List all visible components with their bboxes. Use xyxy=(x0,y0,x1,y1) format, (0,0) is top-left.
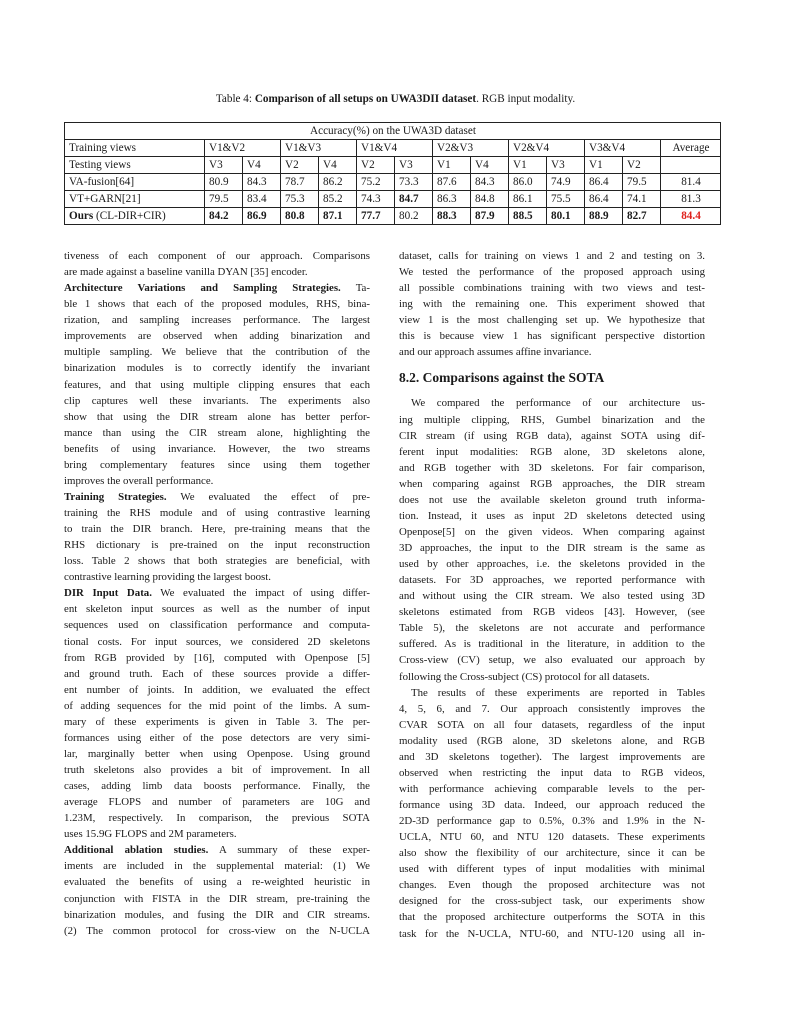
training-view-header: V2&V3 xyxy=(433,140,509,157)
accuracy-cell: 75.3 xyxy=(281,191,319,208)
method-name-ours xyxy=(65,208,205,225)
text-line: The results of these experiments are reported in Tables xyxy=(411,686,705,699)
text-line: with performance achieving comparable levels to the per- xyxy=(399,782,705,795)
accuracy-cell: 75.5 xyxy=(547,191,585,208)
accuracy-cell: 86.2 xyxy=(319,174,357,191)
text-line: this is because view 1 has significant perspective distortion xyxy=(399,330,705,343)
accuracy-cell: 88.9 xyxy=(585,208,623,225)
training-view-header: V1&V2 xyxy=(205,140,281,157)
text-line xyxy=(64,585,370,601)
text-line: also show the flexibility of our architecture, since it can be xyxy=(399,847,705,860)
text-line: Cross-view (CV) setup, we also evaluated our approach by xyxy=(399,654,705,667)
text-line: ing with the remaining one. This experiment showed that xyxy=(399,298,705,311)
accuracy-cell: 80.2 xyxy=(395,208,433,225)
training-view-header: V1&V3 xyxy=(281,140,357,157)
method-name: VT+GARN[21] xyxy=(65,191,205,208)
text-line: when comparing against RGB approaches, the DIR stream xyxy=(399,477,705,490)
text-line: ent number of joints. In addition, we evaluated the effect xyxy=(64,683,370,696)
text-line: formance using 3D data. Indeed, our approach reduced the xyxy=(399,799,705,811)
method-name-ours-variant: (CL-DIR+CIR) xyxy=(93,210,166,222)
average-empty-cell xyxy=(661,157,721,174)
text-line: improvements are observed when adding binarization and xyxy=(64,330,370,343)
training-view-header: V2&V4 xyxy=(509,140,585,157)
right-text-column xyxy=(399,248,705,942)
text-line: 3D approaches, the input to the DIR stream is the same as xyxy=(399,542,705,554)
text-line-body: We evaluated the effect of pre- xyxy=(166,490,370,503)
accuracy-cell: 80.9 xyxy=(205,174,243,191)
text-line: binarization modules, and fusing the DIR and CIR streams. xyxy=(64,908,370,921)
text-line-body: Ta- xyxy=(340,282,370,295)
text-line: dataset, calls for training on views 1 and 2 and testing on 3. xyxy=(399,250,705,262)
accuracy-cell: 84.8 xyxy=(471,191,509,208)
accuracy-cell: 86.4 xyxy=(585,174,623,191)
accuracy-cell: 79.5 xyxy=(623,174,661,191)
table-row-ours xyxy=(65,208,721,225)
method-name-ours-bold: Ours xyxy=(69,210,94,222)
table-row xyxy=(65,174,721,191)
training-view-header: V1&V4 xyxy=(357,140,433,157)
caption-title: Comparison of all setups on UWA3DII dataset xyxy=(254,93,477,105)
paragraph-block xyxy=(64,248,370,939)
accuracy-cell: 86.0 xyxy=(509,174,547,191)
testing-view-header: V1 xyxy=(433,157,471,174)
paragraph-block xyxy=(399,248,705,360)
text-line: ferent input modalities: RGB alone, 3D skeletons alone, xyxy=(399,445,705,458)
testing-view-header: V4 xyxy=(243,157,281,174)
accuracy-cell: 78.7 xyxy=(281,174,319,191)
text-line: does not use the available skeleton ground truth informa- xyxy=(399,493,705,506)
testing-view-header: V4 xyxy=(319,157,357,174)
text-line: evaluated the benefits of using a re-weighted heuristic in xyxy=(64,876,370,889)
super-header: Accuracy(%) on the UWA3D dataset xyxy=(65,123,721,140)
text-line: are made against a baseline vanilla DYAN [35] encoder. xyxy=(64,266,308,279)
average-cell: 81.3 xyxy=(661,191,721,208)
training-views-row xyxy=(65,140,721,157)
text-line: of adding sequences for the mid point of the limbs. A sum- xyxy=(64,699,370,712)
text-line: sequences used on classification performance and computa- xyxy=(64,619,370,632)
testing-view-header: V2 xyxy=(357,157,395,174)
text-line: training the RHS module and of using contrastive learning xyxy=(64,507,370,519)
text-line xyxy=(64,280,370,296)
text-line: 2D-3D performance gap to 0.5%, 0.3% and 1.9% in the N- xyxy=(399,815,705,828)
accuracy-cell: 73.3 xyxy=(395,174,433,191)
text-line: tion. Instead, it uses as input 2D skeletons detected using xyxy=(399,509,705,522)
testing-view-header: V1 xyxy=(585,157,623,174)
text-line: from RGB provided by [16], computed with Openpose [5] xyxy=(64,651,370,664)
text-line: bring complementary features since using them together xyxy=(64,458,370,471)
text-line: and RGB together with 3D skeletons. For fair comparison, xyxy=(399,461,705,474)
text-line: average FLOPS and number of parameters are 10G and xyxy=(64,796,370,809)
accuracy-cell: 84.3 xyxy=(471,174,509,191)
accuracy-cell: 80.8 xyxy=(281,208,319,225)
text-line: to train the DIR branch. Here, pre-training means that the xyxy=(64,523,370,536)
text-line: ble 1 shows that each of the proposed modules, RHS, bina- xyxy=(64,298,370,311)
testing-view-header: V2 xyxy=(623,157,661,174)
caption-suffix: . RGB input modality. xyxy=(476,93,576,105)
text-line xyxy=(64,842,370,858)
paragraph-heading: Training Strategies. xyxy=(64,490,167,503)
accuracy-cell: 79.5 xyxy=(205,191,243,208)
paragraph-heading: Additional ablation studies. xyxy=(64,844,209,857)
accuracy-cell: 84.2 xyxy=(205,208,243,225)
testing-views-row xyxy=(65,157,721,174)
text-line: 1.23M, respectively. In comparison, the previous SOTA xyxy=(64,812,370,825)
text-line: used by other approaches, i.e. the skeletons provided in the xyxy=(399,558,705,571)
testing-view-header: V2 xyxy=(281,157,319,174)
method-name: VA-fusion[64] xyxy=(65,174,205,191)
average-cell: 81.4 xyxy=(661,174,721,191)
testing-view-header: V4 xyxy=(471,157,509,174)
table-caption xyxy=(0,93,791,105)
training-view-header: V3&V4 xyxy=(585,140,661,157)
text-line: improves the overall performance. xyxy=(64,474,214,487)
text-line: mance than using the CIR stream alone, highlighting the xyxy=(64,426,370,439)
accuracy-cell: 87.1 xyxy=(319,208,357,225)
text-line: We tested the performance of the proposed approach using xyxy=(399,266,705,279)
accuracy-cell: 88.5 xyxy=(509,208,547,225)
text-line: following the Cross-subject (CS) protocol for all datasets. xyxy=(399,670,650,683)
paragraph-block xyxy=(399,395,705,941)
accuracy-cell: 86.1 xyxy=(509,191,547,208)
testing-view-header: V1 xyxy=(509,157,547,174)
text-line: ing multiple clipping, RHS, Gumbel binarization and the xyxy=(399,413,705,426)
text-line: iments are included in the supplemental material: (1) We xyxy=(64,860,370,873)
table-super-header-row xyxy=(65,123,721,140)
accuracy-cell: 88.3 xyxy=(433,208,471,225)
text-line: ent skeleton input sources as well as the number of input xyxy=(64,603,370,616)
text-line: features, and that using multiple clipping ensures that each xyxy=(64,378,370,391)
text-line: CVAR SOTA on all four datasets, regardless of the input xyxy=(399,718,705,731)
accuracy-cell: 74.9 xyxy=(547,174,585,191)
text-line: loss. Table 2 shows that both strategies are beneficial, with xyxy=(64,555,370,568)
text-line xyxy=(64,489,370,505)
text-line: modality used (RGB alone, 3D skeletons alone, and RGB xyxy=(399,734,705,747)
accuracy-cell: 74.1 xyxy=(623,191,661,208)
text-line: designed for the cross-subject task, our experiments show xyxy=(399,895,705,908)
text-line: 4, 5, 6, and 7. Our approach consistently improves the xyxy=(399,702,705,715)
text-line: tional costs. For input sources, we considered 2D skeletons xyxy=(64,635,370,648)
testing-view-header: V3 xyxy=(547,157,585,174)
text-line: Table 5), the skeletons are not accurate and performance xyxy=(399,622,705,635)
left-text-column xyxy=(64,248,370,939)
text-line: (2) The common protocol for cross-view on the N-UCLA xyxy=(64,924,370,937)
accuracy-cell: 74.3 xyxy=(357,191,395,208)
paragraph-heading: Architecture Variations and Sampling Strategies. xyxy=(64,282,341,295)
text-line: and our approach assumes affine invariance. xyxy=(399,346,592,359)
text-line: show that using the DIR stream alone has better perfor- xyxy=(64,410,370,423)
accuracy-cell: 82.7 xyxy=(623,208,661,225)
text-line: benefits of using invariance. However, the two streams xyxy=(64,442,370,455)
text-line: used with different types of input modalities with minimal xyxy=(399,863,705,876)
accuracy-cell: 84.3 xyxy=(243,174,281,191)
text-line: observed when restricting the input data to RGB videos, xyxy=(399,766,705,779)
average-header: Average xyxy=(661,140,721,157)
text-line: and 3D skeletons together). The largest improvements are xyxy=(399,750,705,763)
text-line: clip captures well these invariants. The experiments also xyxy=(64,394,370,407)
testing-views-label: Testing views xyxy=(65,157,205,174)
training-views-label: Training views xyxy=(65,140,205,157)
accuracy-cell: 77.7 xyxy=(357,208,395,225)
text-line: UCLA, NTU 60, and NTU 120 datasets. These experiments xyxy=(399,831,705,844)
text-line: RHS dictionary is pre-trained on the input reconstruction xyxy=(64,539,370,552)
text-line: contrastive learning providing the largest boost. xyxy=(64,571,271,584)
accuracy-cell: 75.2 xyxy=(357,174,395,191)
text-line: binarization modules is to correctly identify the invariant xyxy=(64,362,370,375)
text-line: uses 15.9G FLOPS and 2M parameters. xyxy=(64,828,237,841)
caption-label: Table 4: xyxy=(215,93,255,105)
text-line: suffered. As is traditional in the literature, in addition to the xyxy=(399,638,705,651)
text-line: formances using either of the pose detectors are very simi- xyxy=(64,731,370,744)
accuracy-cell: 87.6 xyxy=(433,174,471,191)
text-line-body: We evaluated the impact of using differ- xyxy=(151,587,370,600)
text-line: all possible combinations training with two views and test- xyxy=(399,282,705,295)
text-line-body: A summary of these exper- xyxy=(208,844,370,857)
text-line: view 1 is the most challenging set up. We hypothesize that xyxy=(399,314,705,327)
text-line: tiveness of each component of our approach. Comparisons xyxy=(64,250,370,262)
text-line: CIR stream (if using RGB data), against SOTA using dif- xyxy=(399,429,705,442)
paragraph-heading: DIR Input Data. xyxy=(64,587,152,600)
table-row xyxy=(65,191,721,208)
accuracy-cell: 80.1 xyxy=(547,208,585,225)
text-line: changes. Even though the proposed architecture was not xyxy=(399,879,705,892)
results-table xyxy=(64,122,721,225)
text-line: and without using the CIR stream. We also tested using 3D xyxy=(399,590,705,603)
testing-view-header: V3 xyxy=(205,157,243,174)
text-line: We compared the performance of our architecture us- xyxy=(411,397,705,410)
accuracy-cell: 83.4 xyxy=(243,191,281,208)
accuracy-cell: 86.4 xyxy=(585,191,623,208)
accuracy-cell: 85.2 xyxy=(319,191,357,208)
text-line: task for the N-UCLA, NTU-60, and NTU-120 using all in- xyxy=(399,927,705,940)
section-heading: 8.2. Comparisons against the SOTA xyxy=(399,370,605,385)
text-line: cases, adding limb data boosts performance. Finally, the xyxy=(64,780,370,793)
text-line: skeletons estimated from RGB videos [43]. However, (see xyxy=(399,606,705,619)
average-cell-highlight: 84.4 xyxy=(661,208,721,225)
accuracy-cell: 87.9 xyxy=(471,208,509,225)
testing-view-header: V3 xyxy=(395,157,433,174)
text-line: and ground truth. Each of these sources provide a differ- xyxy=(64,667,370,680)
text-line: lar, marginally better when using Openpose. Using ground xyxy=(64,747,370,760)
accuracy-cell: 84.7 xyxy=(395,191,433,208)
text-line: mary of these experiments is given in Table 3. The per- xyxy=(64,715,370,728)
text-line: truth skeletons also provides a bit of improvement. In all xyxy=(64,764,370,776)
text-line: multiple sampling. We believe that the contribution of the xyxy=(64,346,370,359)
accuracy-cell: 86.9 xyxy=(243,208,281,225)
accuracy-cell: 86.3 xyxy=(433,191,471,208)
text-line: datasets. For 3D approaches, we reported performance with xyxy=(399,574,705,587)
text-line: conjunction with FISTA in the DIR stream, pre-training the xyxy=(64,892,370,905)
text-line: rization, and sampling increases performance. The largest xyxy=(64,314,370,327)
text-line: that the proposed architecture outperforms the SOTA in this xyxy=(399,911,705,924)
text-line: Openpose[5] on the given videos. When comparing against xyxy=(399,525,705,538)
